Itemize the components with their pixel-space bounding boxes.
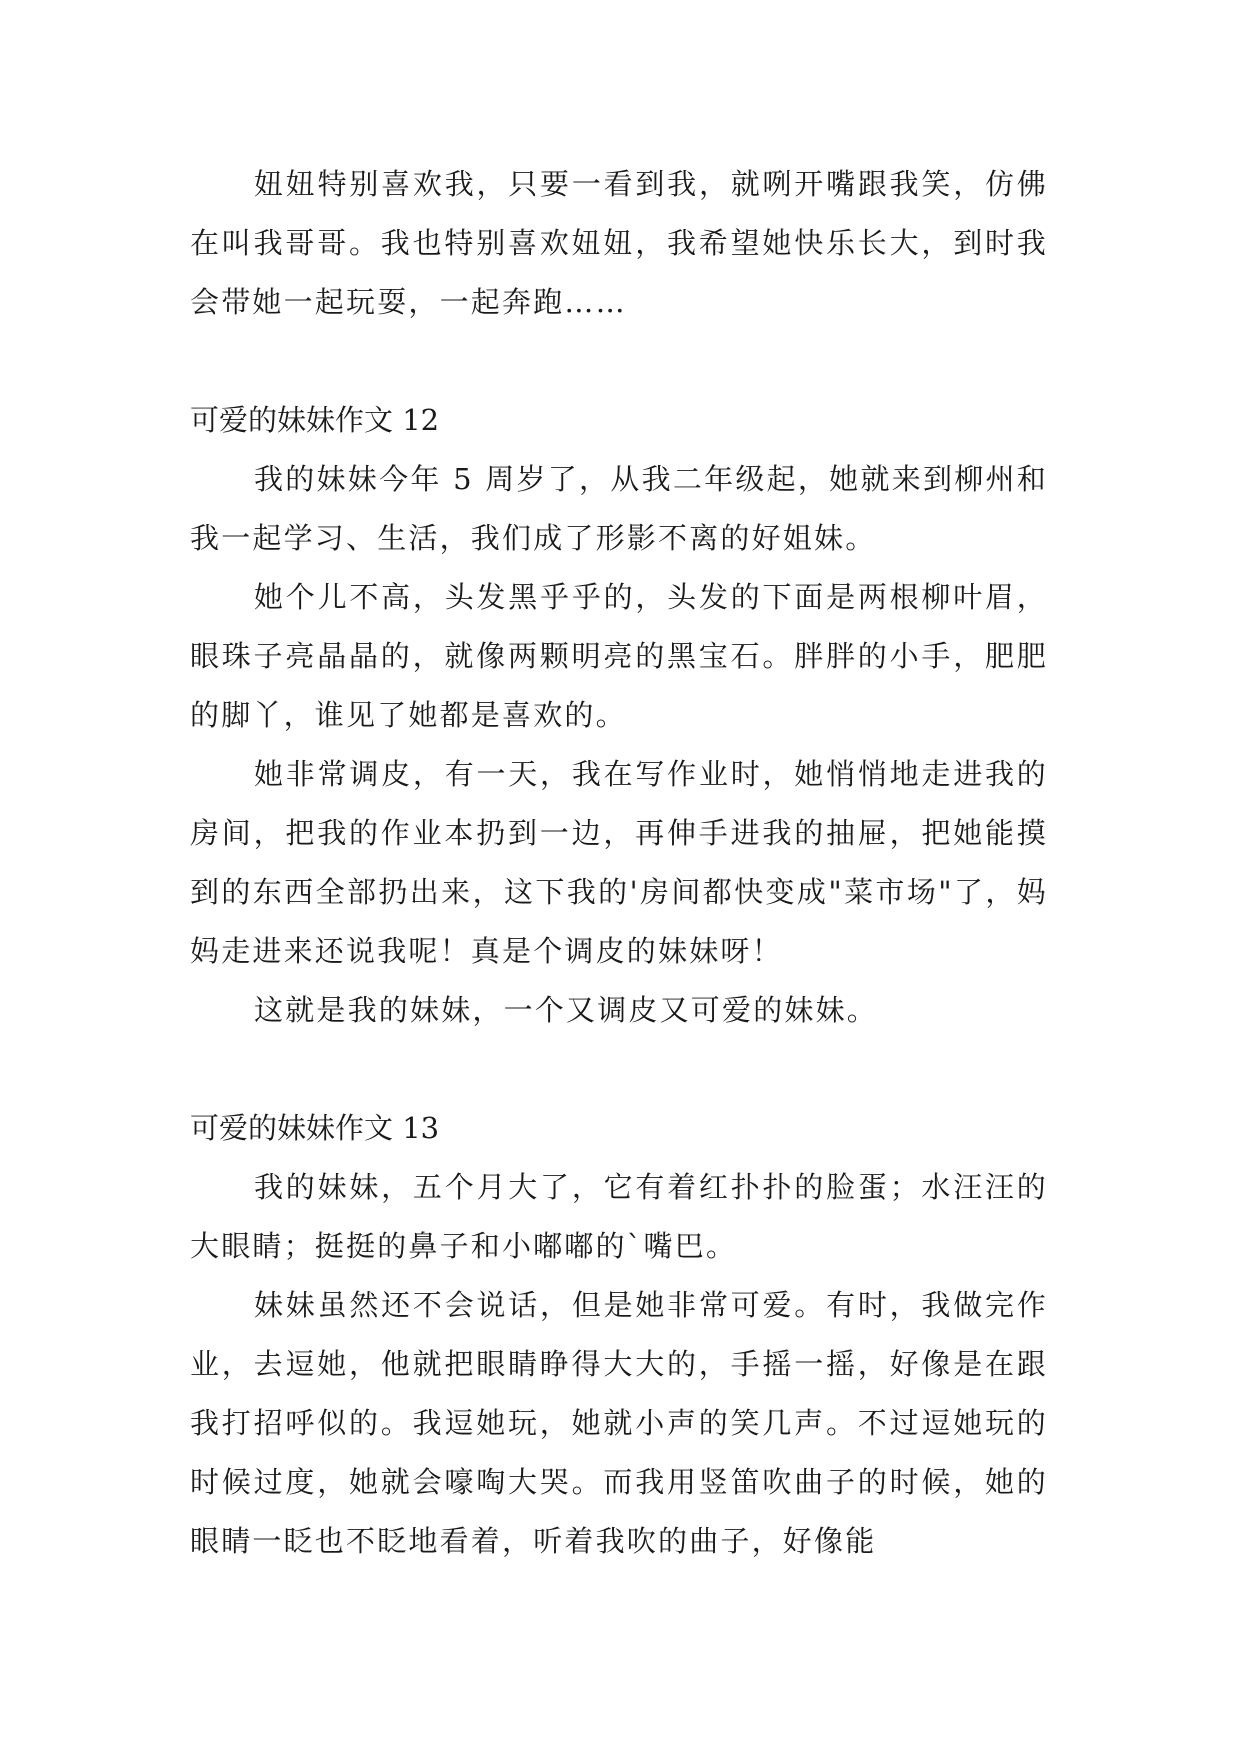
section-heading: 可爱的妹妹作文 12 <box>190 403 440 437</box>
paragraph: 这就是我的妹妹，一个又调皮又可爱的妹妹。 <box>254 993 879 1027</box>
paragraph: 她个儿不高，头发黑乎乎的，头发的下面是两根柳叶眉，眼珠子亮晶晶的，就像两颗明亮的黑宝石。胖胖的小手，肥肥的脚丫，谁见了她都是喜欢的。 <box>190 580 1048 732</box>
paragraph: 我的妹妹，五个月大了，它有着红扑扑的脸蛋；水汪汪的大眼睛；挺挺的鼻子和小嘟嘟的`嘴巴。 <box>190 1170 1048 1263</box>
paragraph: 妹妹虽然还不会说话，但是她非常可爱。有时，我做完作业，去逗她，他就把眼睛睁得大大的，手摇一摇，好像是在跟我打招呼似的。我逗她玩，她就小声的笑几声。不过逗她玩的时候过度，她就会嚎啕大哭。而我用竖笛吹曲子的时候，她的眼睛一眨也不眨地看着，听着我吹的曲子，好像能 <box>190 1288 1048 1558</box>
paragraph: 我的妹妹今年 5 周岁了，从我二年级起，她就来到柳州和我一起学习、生活，我们成了形影不离的好姐妹。 <box>190 462 1048 555</box>
blank-line <box>190 332 1048 391</box>
document-body <box>190 155 1048 1571</box>
section-heading: 可爱的妹妹作文 13 <box>190 1111 440 1145</box>
paragraph: 妞妞特别喜欢我，只要一看到我，就咧开嘴跟我笑，仿佛在叫我哥哥。我也特别喜欢妞妞，我希望她快乐长大，到时我会带她一起玩耍，一起奔跑…… <box>190 167 1048 319</box>
blank-line <box>190 1040 1048 1099</box>
paragraph: 她非常调皮，有一天，我在写作业时，她悄悄地走进我的房间，把我的作业本扔到一边，再伸手进我的抽屉，把她能摸到的东西全部扔出来，这下我的'房间都快变成"菜市场"了，妈妈走进来还说我呢！真是个调皮的妹妹呀！ <box>190 757 1048 968</box>
